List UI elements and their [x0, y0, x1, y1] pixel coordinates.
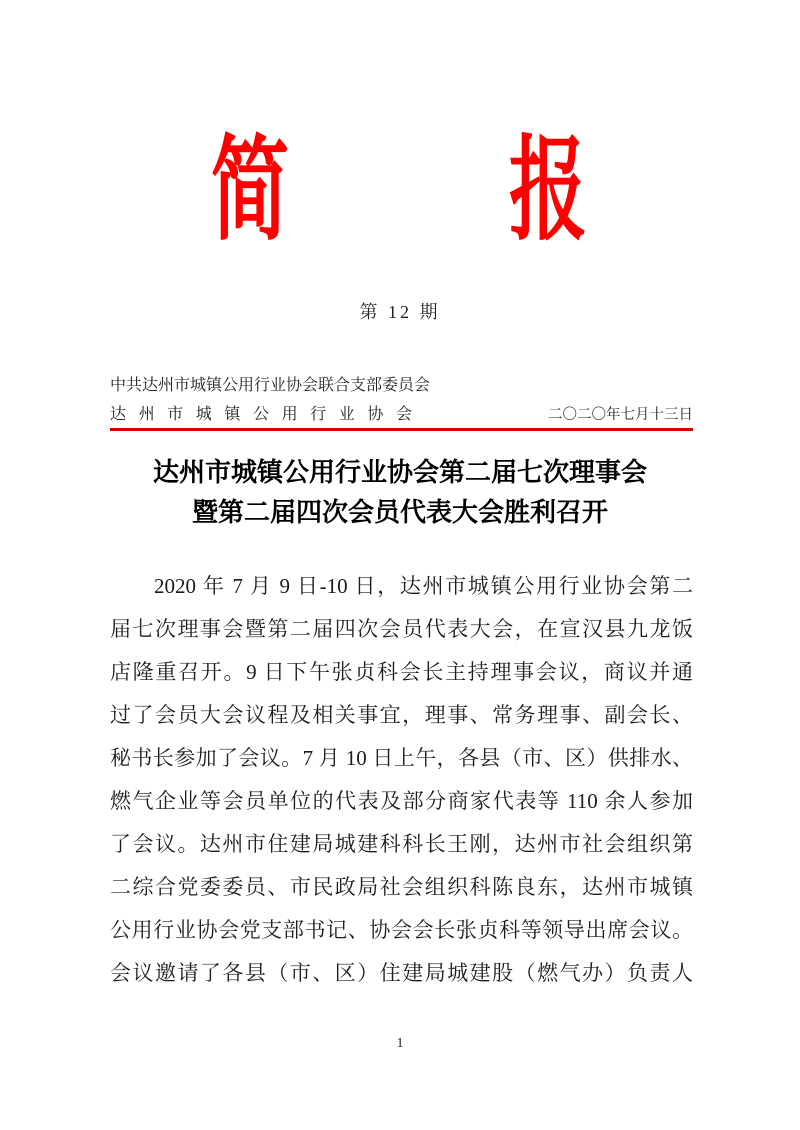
- body-line: 店隆重召开。9 日下午张贞科会长主持理事会议，商议并通: [110, 660, 693, 684]
- body-line: 届七次理事会暨第二届四次会员代表大会，在宣汉县九龙饭: [110, 617, 693, 641]
- org-name-association: 达州市城镇公用行业协会: [110, 406, 412, 423]
- body-line: 会议邀请了各县（市、区）住建局城建股（燃气办）负责人: [110, 961, 693, 985]
- red-divider-rule: [110, 428, 693, 431]
- org-name-party-committee: 中共达州市城镇公用行业协会联合支部委员会: [110, 377, 431, 394]
- masthead-char-left: 简: [211, 127, 290, 254]
- article-title-line2: 暨第二届四次会员代表大会胜利召开: [191, 498, 608, 527]
- body-line: 燃气企业等会员单位的代表及部分商家代表等 110 余人参加: [110, 789, 693, 813]
- masthead: [0, 126, 800, 254]
- issue-number: 第 12 期: [359, 302, 441, 322]
- org-date-row: [110, 401, 693, 424]
- body-line: 二综合党委委员、市民政局社会组织科陈良东，达州市城镇: [110, 875, 693, 899]
- body-line: 过了会员大会议程及相关事宜，理事、常务理事、副会长、: [110, 703, 693, 727]
- article-title-line1: 达州市城镇公用行业协会第二届七次理事会: [152, 458, 647, 487]
- masthead-char-right: 报: [508, 127, 587, 254]
- body-line: 秘书长参加了会议。7 月 10 日上午，各县（市、区）供排水、: [110, 746, 693, 770]
- article-title: [0, 453, 800, 533]
- header-org-block: [0, 376, 800, 431]
- body-line: 2020 年 7 月 9 日-10 日，达州市城镇公用行业协会第二: [154, 574, 693, 598]
- page-number: 1: [396, 1036, 404, 1051]
- body-line: 了会议。达州市住建局城建科科长王刚，达州市社会组织第: [110, 832, 693, 856]
- body-line: 公用行业协会党支部书记、协会会长张贞科等领导出席会议。: [110, 918, 693, 942]
- issue-date: 二〇二〇年七月十三日: [548, 407, 693, 423]
- body-paragraph: [0, 565, 800, 995]
